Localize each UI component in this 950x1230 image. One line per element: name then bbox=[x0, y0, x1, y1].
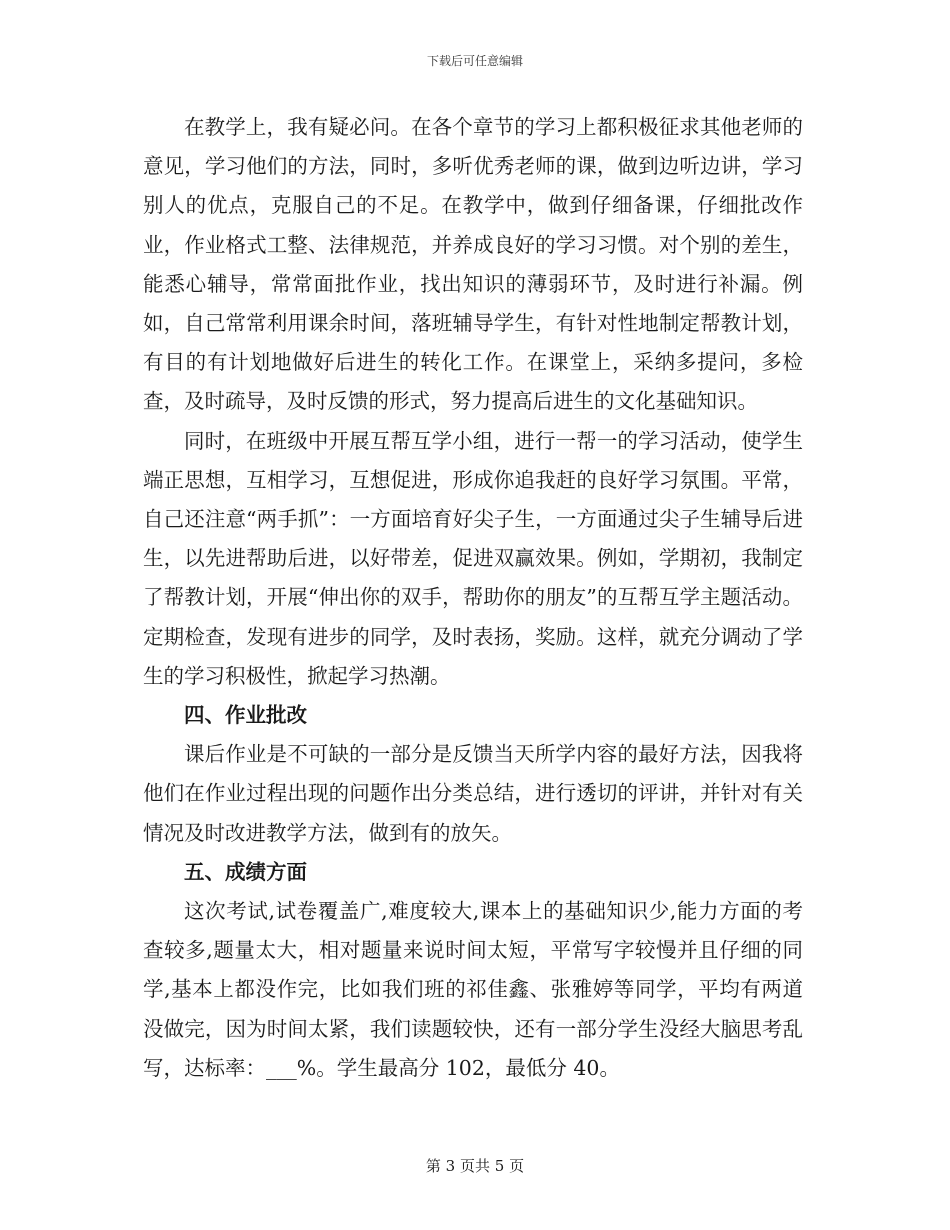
section-heading-homework: 四、作业批改 bbox=[184, 703, 307, 728]
paragraph-homework: 课后作业是不可缺的一部分是反馈当天所学内容的最好方法，因我将他们在作业过程出现的问题作出分类总结，进行透切的评讲，并针对有关情况及时改进教学方法，做到有的放矢。 bbox=[143, 742, 803, 845]
section-heading-results: 五、成绩方面 bbox=[184, 859, 307, 884]
page-header-note: 下载后可任意编辑 bbox=[426, 54, 523, 68]
page-number: 第 3 页共 5 页 bbox=[425, 1157, 525, 1175]
paragraph-teaching: 在教学上，我有疑必问。在各个章节的学习上都积极征求其他老师的意见，学习他们的方法，同时，多听优秀老师的课，做到边听边讲，学习别人的优点，克服自己的不足。在教学中，做到仔细备课，仔细批改作业，作业格式工整、法律规范，并养成良好的学习习惯。对个别的差生，能悉心辅导，常常面批作业，找出知识的薄弱环节，及时进行补漏。例如，自己常常利用课余时间，落班辅导学生，有针对性地制定帮教计划，有目的有计划地做好后进生的转化工作。在课堂上，采纳多提问，多检查，及时疏导，及时反馈的形式，努力提高后进生的文化基础知识。 bbox=[143, 115, 803, 414]
document-body bbox=[143, 108, 803, 1088]
paragraph-mutual-help: 同时，在班级中开展互帮互学小组，进行一帮一的学习活动，使学生端正思想，互相学习，互想促进，形成你追我赶的良好学习氛围。平常，自己还注意“两手抓”：一方面培育好尖子生，一方面通过尖子生辅导后进生，以先进帮助后进，以好带差，促进双赢效果。例如，学期初，我制定了帮教计划，开展“伸出你的双手，帮助你的朋友”的互帮互学主题活动。定期检查，发现有进步的同学，及时表扬，奖励。这样，就充分调动了学生的学习积极性，掀起学习热潮。 bbox=[143, 428, 803, 688]
paragraph-results: 这次考试,试卷覆盖广,难度较大,课本上的基础知识少,能力方面的考查较多,题量太大，相对题量来说时间太短，平常写字较慢并且仔细的同学,基本上都没作完，比如我们班的祁佳鑫、张雅婷等同学，平均有两道没做完，因为时间太紧，我们读题较快，还有一部分学生没经大脑思考乱写，达标率：___%。学生最高分 102，最低分 40。 bbox=[143, 899, 803, 1080]
